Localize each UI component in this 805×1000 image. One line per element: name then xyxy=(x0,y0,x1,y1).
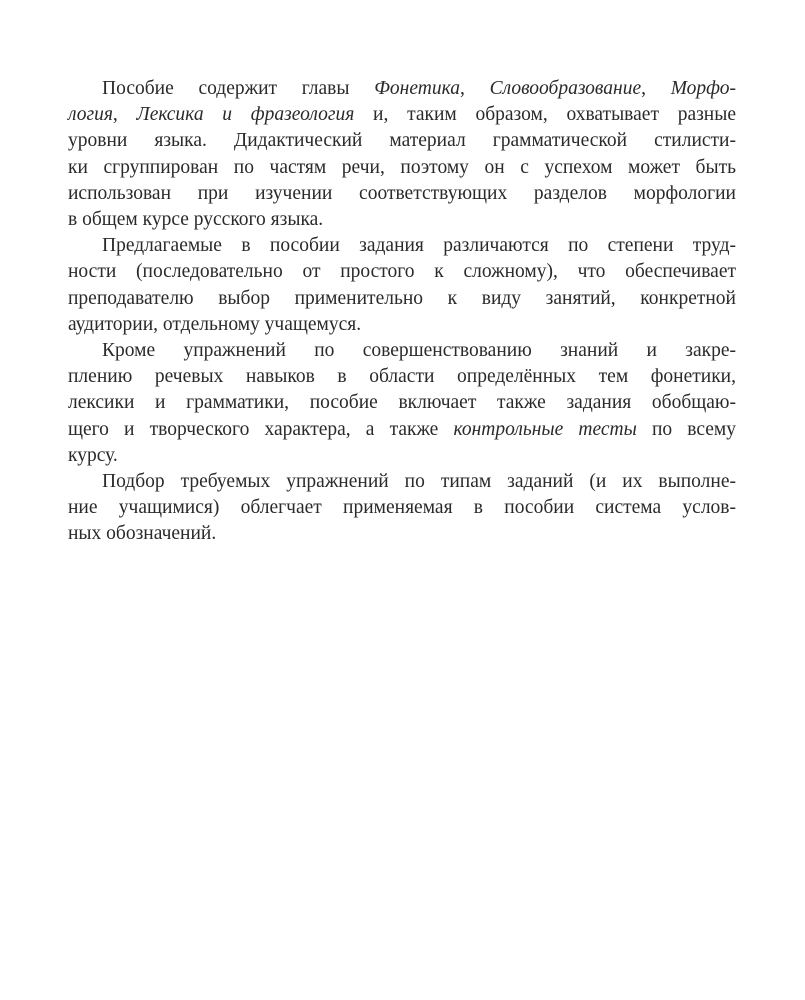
text-run: Подбор требуемых упражнений по типам заданий (и их выполне- xyxy=(102,471,736,493)
text-line xyxy=(68,286,736,312)
text-line xyxy=(68,181,736,207)
text-run: , xyxy=(112,104,137,126)
text-run: ние учащимися) облегчает применяемая в пособии система услов- xyxy=(68,497,736,519)
italic-term: Словообразование xyxy=(489,78,642,99)
text-line xyxy=(68,495,736,521)
italic-term: контрольные тесты xyxy=(453,418,637,440)
paragraph xyxy=(68,338,736,469)
text-line xyxy=(68,390,736,416)
text-line xyxy=(68,207,736,233)
text-line xyxy=(68,155,736,181)
text-line xyxy=(68,233,736,259)
text-line xyxy=(68,128,736,154)
text-run: ных обозначений. xyxy=(68,523,217,545)
text-line xyxy=(68,521,736,547)
text-line xyxy=(68,338,736,364)
italic-term: логия xyxy=(68,104,113,126)
text-line xyxy=(68,417,736,443)
text-line xyxy=(68,76,736,102)
text-run: Кроме упражнений по совершенствованию знаний и закре- xyxy=(102,340,736,362)
text-line xyxy=(68,443,736,469)
text-line xyxy=(68,469,736,495)
text-run: по всему xyxy=(636,418,736,440)
text-run: Пособие содержит главы xyxy=(102,78,375,99)
paragraph xyxy=(68,233,736,338)
text-run: щего и творческого характера, а также xyxy=(68,418,454,440)
text-run: использован при изучении соответствующих разделов морфологии xyxy=(68,182,736,204)
italic-term: Фонетика xyxy=(374,78,460,99)
paragraph xyxy=(68,469,736,548)
text-run: Предлагаемые в пособии задания различаются по степени труд- xyxy=(102,235,736,257)
italic-term: Морфо- xyxy=(670,78,737,99)
text-run: , xyxy=(459,78,490,99)
text-line xyxy=(68,312,736,338)
text-run: преподавателю выбор применительно к виду занятий, конкретной xyxy=(68,287,736,309)
text-run: плению речевых навыков в области определённых тем фонетики, xyxy=(68,366,736,388)
italic-term: Лексика и фразеология xyxy=(136,104,355,126)
text-run: в общем курсе русского языка. xyxy=(68,209,324,231)
paragraph xyxy=(68,76,736,233)
text-run: , xyxy=(641,78,671,99)
text-line xyxy=(68,364,736,390)
text-run: курсу. xyxy=(68,444,118,466)
text-run: ности (последовательно от простого к сложному), что обеспечивает xyxy=(68,261,736,283)
text-run: ки сгруппирован по частям речи, поэтому он с успехом может быть xyxy=(68,156,736,178)
text-line xyxy=(68,259,736,285)
text-run: уровни языка. Дидактический материал грамматической стилисти- xyxy=(68,130,736,152)
text-line xyxy=(68,102,736,128)
document-page xyxy=(68,76,736,548)
text-run: и, таким образом, охватывает разные xyxy=(354,104,736,126)
text-run: лексики и грамматики, пособие включает также задания обобщаю- xyxy=(68,392,736,414)
text-run: аудитории, отдельному учащемуся. xyxy=(68,313,362,335)
